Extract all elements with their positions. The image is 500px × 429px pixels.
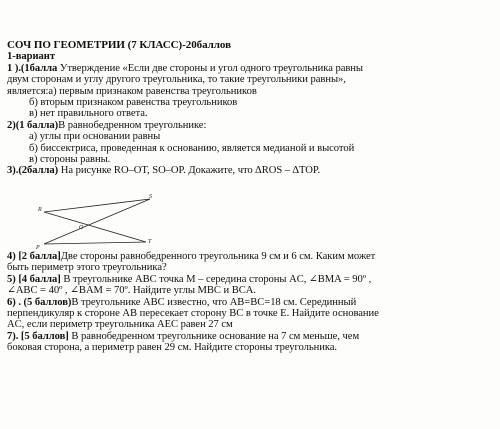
question-6-line-3: AC, если периметр треугольника AEC равен 27 см <box>7 319 233 331</box>
variant-label: 1-вариант <box>7 51 55 63</box>
question-1-number: 1 ).(1балла <box>7 62 58 74</box>
question-5-text: В треугольнике ABC точка M – середина стороны AC, ∠BMA = 90º , <box>60 273 372 285</box>
question-2-line-1 <box>7 120 495 131</box>
label-r: R <box>38 207 42 213</box>
question-5-line-2: ∠ABC = 40º , ∠BAM = 70º. Найдите углы MBC и BCA. <box>7 285 256 297</box>
question-7-text: В равнобедренном треугольнике основание на 7 см меньше, чем <box>68 330 360 342</box>
label-o: O <box>79 225 84 231</box>
question-6-text: В треугольнике ABC известно, что AB=BC=18 см. Серединный <box>71 296 357 308</box>
label-p: P <box>36 245 40 251</box>
question-4-line-1 <box>7 251 495 262</box>
question-2-option-a: а) углы при основании равны <box>29 131 161 143</box>
question-2-text: В равнобедренном треугольнике: <box>58 119 207 131</box>
question-5-line-1 <box>7 274 495 285</box>
question-3-number: 3).(2балла) <box>7 165 59 177</box>
segment-pt <box>44 242 146 244</box>
question-1-line-1 <box>7 63 495 74</box>
label-s: S <box>149 194 152 200</box>
question-2-number: 2)(1 балла) <box>7 119 59 131</box>
question-4-text: Две стороны равнобедренного треугольника 9 см и 6 см. Каким может <box>60 250 376 262</box>
question-1-text: Утверждение «Если две стороны и угол одного треугольника равны <box>57 62 363 74</box>
question-1-option-c: в) нет правильного ответа. <box>29 108 148 120</box>
figure-lines <box>44 199 150 244</box>
geometry-figure <box>30 194 162 252</box>
worksheet-title: СОЧ ПО ГЕОМЕТРИИ (7 КЛАСС)-20баллов <box>7 39 231 51</box>
question-4-line-2: быть периметр этого треугольника? <box>7 262 167 274</box>
question-6-number: 6) . (5 баллов) <box>7 296 72 308</box>
label-t: T <box>148 239 152 245</box>
question-1-option-b: б) вторым признаком равенства треугольников <box>29 97 238 109</box>
question-2-option-c: в) стороны равны. <box>29 154 111 166</box>
question-2-option-b: б) биссектриса, проведенная к основанию, является медианой и высотой <box>29 142 355 154</box>
question-3-line-1 <box>7 165 495 176</box>
question-3-text: На рисунке RO–OT, SO–OP. Докажите, что ∆ROS – ∆TOP. <box>58 165 321 177</box>
question-5-number: 5) [4 балла] <box>7 273 61 285</box>
question-1-line-3: является:а) первым признаком равенства треугольников <box>7 85 257 97</box>
question-6-line-2: перпендикуляр к стороне AB пересекает сторону BC в точке E. Найдите основание <box>7 307 379 319</box>
question-7-number: 7). [5 баллов] <box>7 330 69 342</box>
question-4-number: 4) [2 балла] <box>7 250 61 262</box>
question-1-line-2: двум сторонам и углу другого треугольника, то такие треугольники равны», <box>7 74 346 86</box>
question-7-line-1 <box>7 331 495 342</box>
question-7-line-2: боковая сторона, а периметр равен 29 см. Найдите стороны треугольника. <box>7 342 338 354</box>
question-6-line-1 <box>7 297 495 308</box>
